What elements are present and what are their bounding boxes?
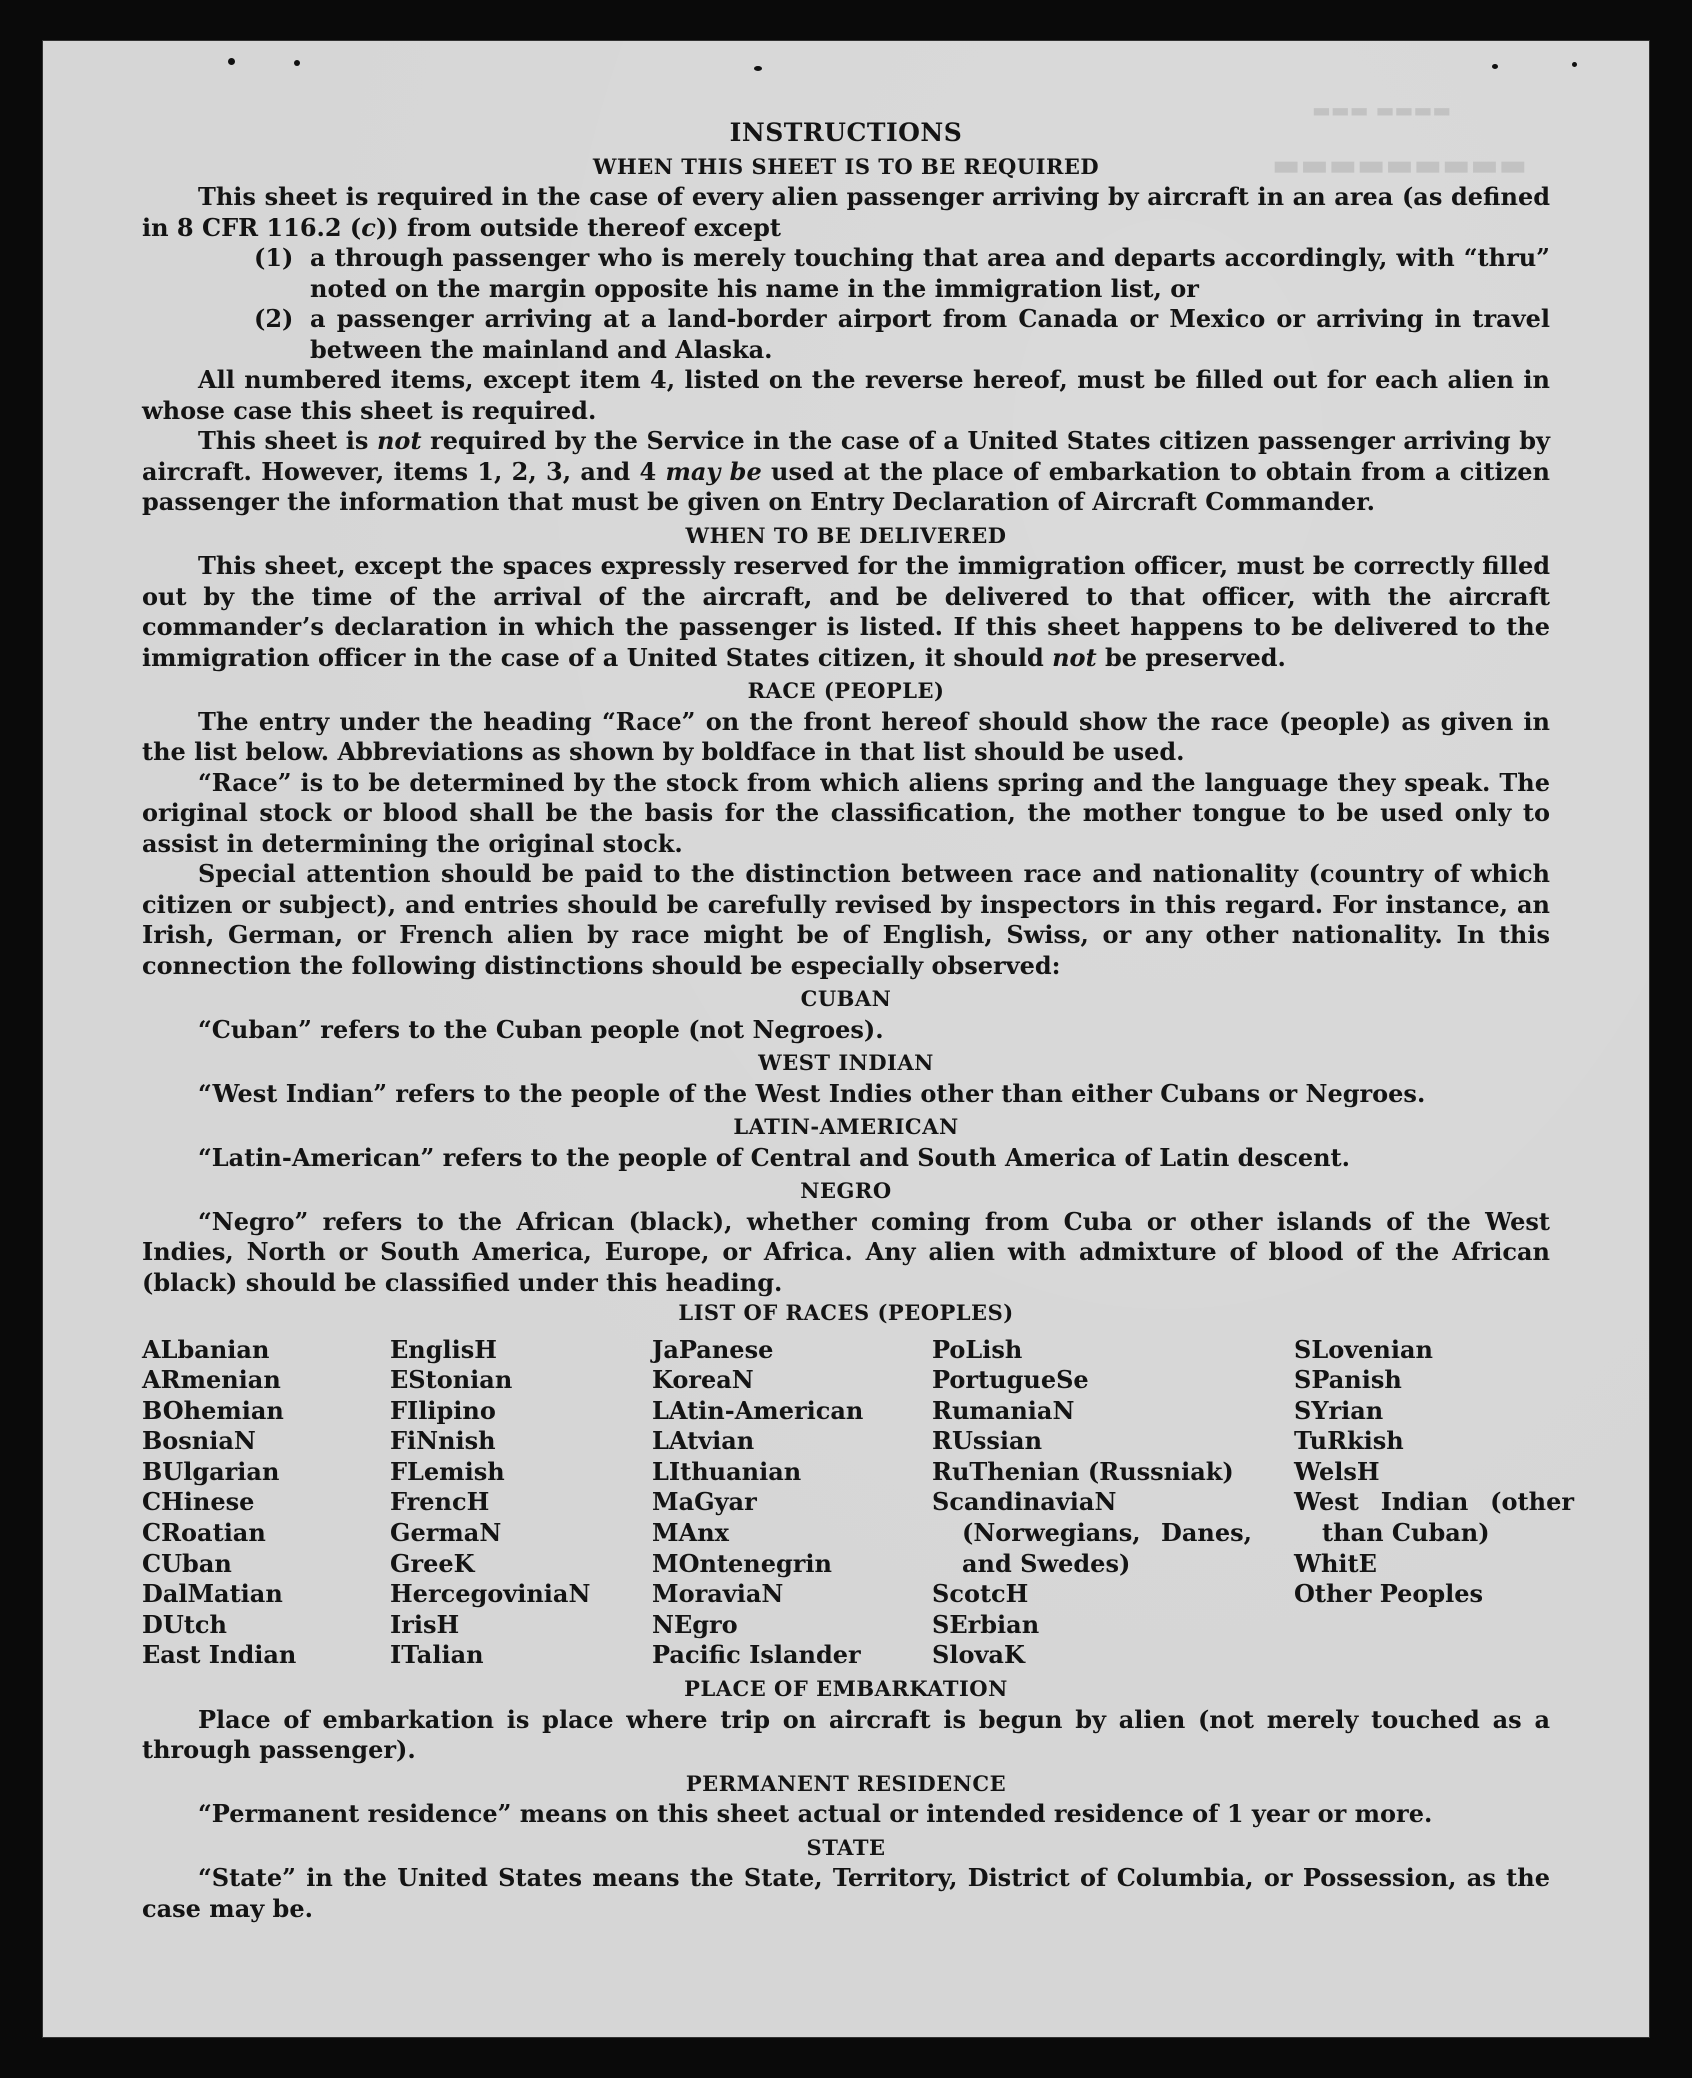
race-entry: GermaN <box>390 1518 502 1548</box>
section-heading-required: WHEN THIS SHEET IS TO BE REQUIRED <box>592 153 1100 179</box>
races-column-4 <box>932 1335 1294 1672</box>
race-entry: ALbanian <box>142 1334 270 1364</box>
race-entry: TuRkish <box>1294 1426 1404 1456</box>
scan-speck <box>294 60 300 66</box>
race-entry: CUban <box>142 1548 232 1578</box>
race-entry: EStonian <box>390 1365 513 1395</box>
section-heading-embarkation: PLACE OF EMBARKATION <box>684 1676 1008 1702</box>
section-heading-state: STATE <box>806 1834 886 1860</box>
race-entry: SErbian <box>932 1609 1040 1639</box>
race-entry: RUssian <box>932 1426 1043 1456</box>
race-entry: EnglisH <box>390 1334 497 1364</box>
section-heading-residence: PERMANENT RESIDENCE <box>685 1770 1007 1796</box>
race-entry: BosniaN <box>142 1426 256 1456</box>
embarkation-text: Place of embarkation is place where trip on aircraft is begun by alien (not merely touched as a through passenger). <box>142 1704 1550 1765</box>
latin-american-text: “Latin-American” refers to the people of Central and South America of Latin descent. <box>198 1142 1350 1172</box>
scan-speck <box>1492 64 1498 69</box>
west-indian-text: “West Indian” refers to the people of the West Indies other than either Cubans or Negroes. <box>198 1078 1426 1108</box>
race-entry: RumaniaN <box>932 1395 1075 1425</box>
race-entry: MoraviaN <box>652 1579 784 1609</box>
page-title: INSTRUCTIONS <box>729 118 963 147</box>
race-entry: MaGyar <box>652 1487 757 1517</box>
race-entry: SPanish <box>1294 1365 1402 1395</box>
race-para-1: The entry under the heading “Race” on the front hereof should show the race (people) as given in the list below. Abbreviations as shown by boldface in that list should be used. <box>142 706 1550 766</box>
scan-speck <box>754 66 762 71</box>
race-entry: ITalian <box>390 1640 484 1670</box>
race-entry: WhitE <box>1294 1548 1377 1578</box>
race-para-2: “Race” is to be determined by the stock from which aliens spring and the language they speak. The original stock or blood shall be the basis for the classification, the mother tongue to be used only to assist in determining the original stock. <box>142 767 1550 858</box>
race-entry: Other Peoples <box>1294 1579 1484 1609</box>
document-sheet <box>42 40 1650 2038</box>
section-heading-delivered: WHEN TO BE DELIVERED <box>685 522 1007 548</box>
race-entry: SYrian <box>1294 1395 1384 1425</box>
section-heading-cuban: CUBAN <box>800 986 892 1011</box>
scan-speck <box>1572 62 1577 67</box>
race-entry: FrencH <box>390 1487 490 1517</box>
required-intro: This sheet is required in the case of every alien passenger arriving by aircraft in an area (as defined in 8 CFR 116.2 (c)) from outside thereof except <box>142 182 1550 242</box>
race-entry: LAtin-American <box>652 1395 864 1425</box>
section-heading-latin-american: LATIN-AMERICAN <box>733 1114 959 1139</box>
race-entry: East Indian <box>142 1640 297 1670</box>
race-entry: RuThenian (Russniak) <box>932 1456 1234 1486</box>
races-column-5 <box>1294 1334 1574 1672</box>
race-entry-scandinavian: ScandinaviaN (Norwegians, Danes, and Swedes) <box>932 1487 1252 1578</box>
race-entry: WelsH <box>1294 1456 1380 1486</box>
races-column-2 <box>390 1335 652 1672</box>
race-entry: LIthuanian <box>652 1456 802 1486</box>
race-entry: ScotcH <box>932 1579 1029 1609</box>
race-entry: DUtch <box>142 1609 227 1639</box>
section-heading-races-list: LIST OF RACES (PEOPLES) <box>678 1300 1014 1325</box>
race-entry: PoLish <box>932 1334 1023 1364</box>
race-entry: GreeK <box>390 1548 475 1578</box>
race-entry: BOhemian <box>142 1395 284 1425</box>
race-entry: LAtvian <box>652 1426 755 1456</box>
exception-item-2: (2) a passenger arriving at a land-border airport from Canada or Mexico or arriving in travel between the mainland and Alaska. <box>254 304 1550 364</box>
state-text: “State” in the United States means the State, Territory, District of Columbia, or Possession, as the case may be. <box>142 1863 1550 1923</box>
required-para-3: This sheet is not required by the Service in the case of a United States citizen passenger arriving by aircraft. However, items 1, 2, 3, and 4 may be used at the place of embarkation to obtain from a citizen passenger the information that must be given on Entry Declaration of Aircraft Commander. <box>142 426 1551 516</box>
races-column-1 <box>142 1335 390 1672</box>
race-entry: ARmenian <box>142 1365 281 1395</box>
race-entry-west-indian: West Indian (other than Cuban) <box>1294 1487 1574 1548</box>
races-list <box>142 1334 1574 1672</box>
race-entry: MAnx <box>652 1518 729 1548</box>
exception-item-1: (1) a through passenger who is merely touching that area and departs accordingly, with “thru” noted on the margin opposite his name in the immigration list, or <box>254 243 1550 303</box>
race-para-3: Special attention should be paid to the distinction between race and nationality (country of which citizen or subject), and entries should be carefully revised by inspectors in this regard. For instance, an Irish, German, or French alien by race might be of English, Swiss, or any other nationality. In this connection the following distinctions should be especially observed: <box>142 859 1550 980</box>
race-entry: SlovaK <box>932 1640 1025 1670</box>
delivered-text: This sheet, except the spaces expressly reserved for the immigration officer, must be correctly filled out by the time of the arrival of the aircraft, and be delivered to that officer, with the aircraft commander’s declaration in which the passenger is listed. If this sheet happens to be delivered to the immigration officer in the case of a United States citizen, it should not be preserved. <box>142 551 1550 672</box>
negro-text: “Negro” refers to the African (black), whether coming from Cuba or other islands of the West Indies, North or South America, Europe, or Africa. Any alien with admixture of blood of the African (black) should be classified under this heading. <box>142 1206 1550 1297</box>
race-entry: NEgro <box>652 1609 738 1639</box>
race-entry: KoreaN <box>652 1365 754 1395</box>
race-entry: HercegoviniaN <box>390 1579 591 1609</box>
section-heading-west-indian: WEST INDIAN <box>758 1050 934 1075</box>
race-entry: FIlipino <box>390 1395 496 1425</box>
race-entry: CRoatian <box>142 1518 266 1548</box>
race-entry: IrisH <box>390 1609 460 1639</box>
race-entry: PortugueSe <box>932 1365 1089 1395</box>
residence-text: “Permanent residence” means on this sheet actual or intended residence of 1 year or more. <box>198 1799 1433 1829</box>
section-heading-negro: NEGRO <box>800 1178 892 1203</box>
race-entry: JaPanese <box>652 1334 774 1364</box>
race-entry: SLovenian <box>1294 1334 1433 1364</box>
required-para-2: All numbered items, except item 4, listed on the reverse hereof, must be filled out for each alien in whose case this sheet is required. <box>142 365 1550 425</box>
race-entry: FiNnish <box>390 1426 496 1456</box>
bleed-through-mark: ▬▬▬▬▬▬▬▬▬ <box>1272 148 1528 183</box>
race-entry: BUlgarian <box>142 1456 280 1486</box>
cuban-text: “Cuban” refers to the Cuban people (not Negroes). <box>198 1014 884 1044</box>
scan-speck <box>228 58 235 65</box>
race-entry: DalMatian <box>142 1579 283 1609</box>
race-entry: CHinese <box>142 1487 255 1517</box>
races-column-3 <box>652 1335 932 1672</box>
section-heading-race: RACE (PEOPLE) <box>747 678 945 703</box>
race-entry: FLemish <box>390 1456 505 1486</box>
instructions-body <box>142 118 1574 1924</box>
race-entry: MOntenegrin <box>652 1548 832 1578</box>
race-entry: Pacific Islander <box>652 1640 861 1670</box>
bleed-through-mark: ▬▬▬ ▬▬▬▬ <box>1312 98 1452 122</box>
